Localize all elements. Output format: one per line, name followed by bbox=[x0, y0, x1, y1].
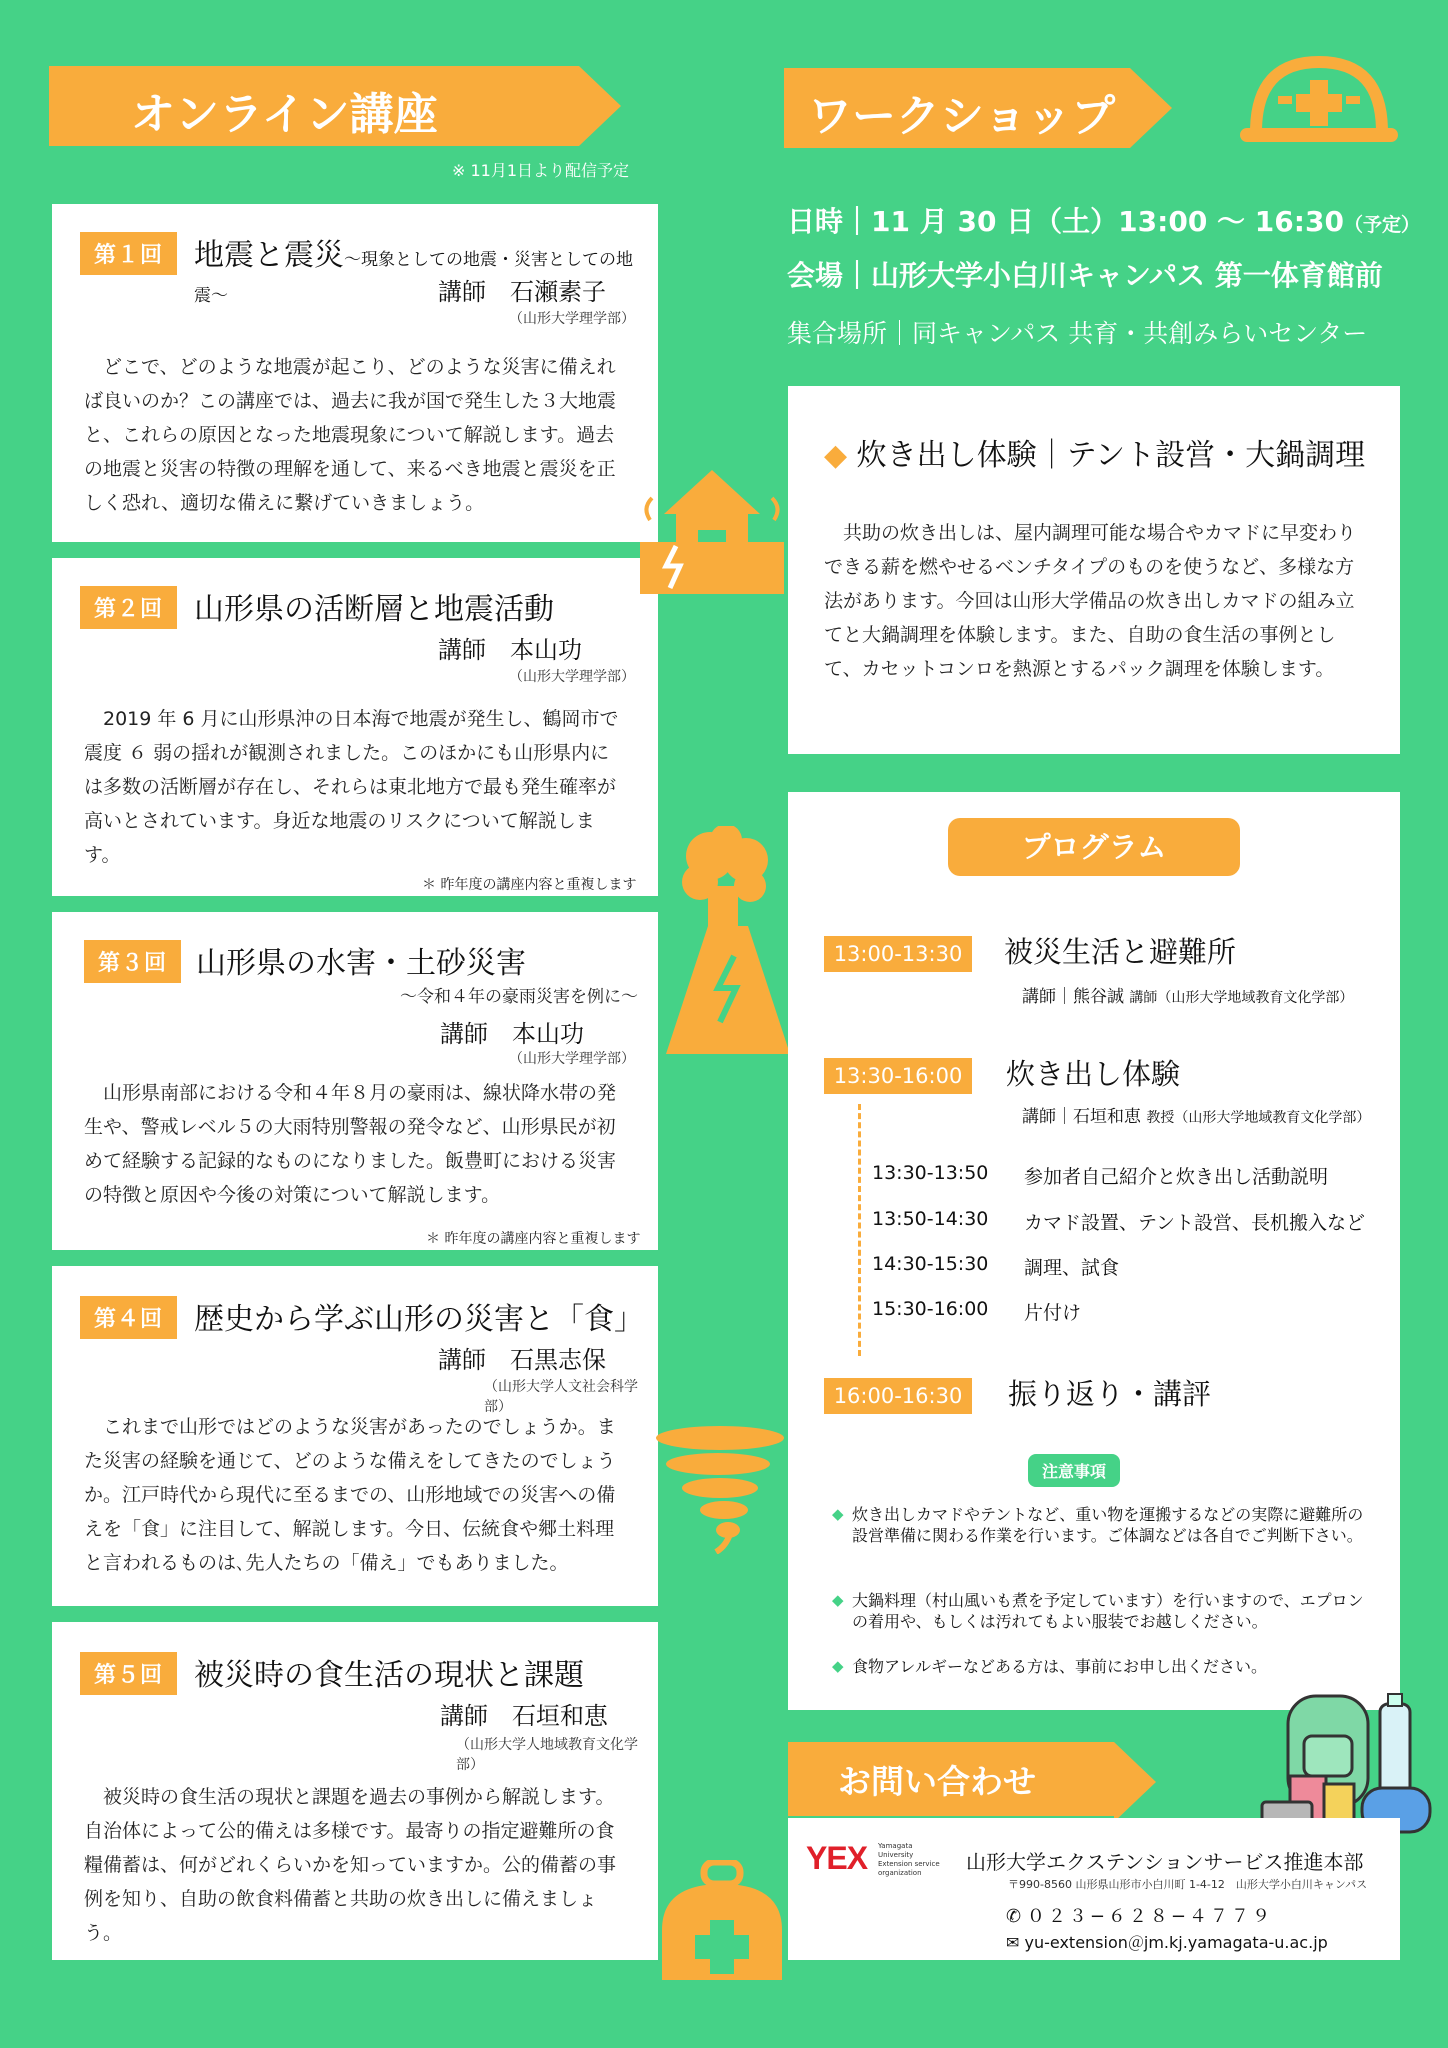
schedule-row: 13:30-13:50 参加者自己紹介と炊き出し活動説明 bbox=[872, 1162, 1329, 1188]
lecture-card-1 bbox=[52, 204, 658, 542]
lecture-number: 第２回 bbox=[80, 586, 177, 629]
volcano-icon bbox=[658, 826, 796, 1056]
lecture-subtitle: 〜令和４年の豪雨災害を例に〜 bbox=[400, 987, 638, 1007]
lecturer: 講師 石黒志保 bbox=[438, 1346, 606, 1374]
workshop-title: ワークショップ bbox=[808, 91, 1116, 142]
schedule-timeline-line bbox=[858, 1104, 861, 1356]
mail-icon: ✉ bbox=[1006, 1933, 1020, 1952]
online-banner bbox=[49, 66, 579, 146]
program-lecturer: 講師｜熊谷誠 講師（山形大学地域教育文化学部） bbox=[1022, 987, 1354, 1007]
lecture-body: 2019 年 6 月に山形県沖の日本海で地震が発生し、鶴岡市で震度 ６ 弱の揺れが観測されました。このほかにも山形県内には多数の活断層が存在し、それらは東北地方で最も発生確率が高いとされています。身近な地震のリスクについて解説します。 bbox=[84, 708, 619, 866]
helmet-icon bbox=[1238, 56, 1400, 146]
workshop-banner bbox=[784, 68, 1130, 148]
lecture-number: 第１回 bbox=[80, 232, 177, 275]
program-lecturer: 講師｜石垣和恵 教授（山形大学地域教育文化学部） bbox=[1022, 1107, 1371, 1127]
affiliation: （山形大学人地域教育文化学部） bbox=[456, 1737, 638, 1773]
program-block-title: 振り返り・講評 bbox=[1008, 1377, 1212, 1411]
contact-address: 〒990-8560 山形県山形市小白川町 1-4-12 山形大学小白川キャンパス bbox=[1008, 1878, 1368, 1891]
lecture-subtitle: 〜現象としての地震・災害としての地震〜 bbox=[194, 250, 633, 306]
contact-title: お問い合わせ bbox=[838, 1762, 1036, 1801]
schedule-row: 14:30-15:30 調理、試食 bbox=[872, 1253, 1120, 1279]
program-block-title: 炊き出し体験 bbox=[1006, 1057, 1181, 1091]
contact-banner bbox=[788, 1742, 1114, 1816]
contact-phone: ✆ ０２３−６２８−４７７９ bbox=[1006, 1906, 1273, 1927]
affiliation: （山形大学理学部） bbox=[509, 1051, 635, 1067]
lecture-body: 被災時の食生活の現状と課題を過去の事例から解説します。自治体によって公的備えは多様です。最寄りの指定避難所の食糧備蓄は、何がどれくらいかを知っていますか。公的備蓄の事例を知り、自助の飲食料備蓄と共助の炊き出しに備えましょう。 bbox=[84, 1786, 617, 1944]
affiliation: （山形大学理学部） bbox=[509, 311, 635, 327]
tornado-icon bbox=[652, 1424, 790, 1554]
lecture-number: 第３回 bbox=[84, 940, 181, 983]
experience-card bbox=[788, 386, 1400, 754]
yex-logo: YEX bbox=[806, 1840, 868, 1876]
caution-item: ◆ 炊き出しカマドやテントなど、重い物を運搬するなどの実際に避難所の設営準備に関わる作業を行います。ご体調などは各自でご判断下さい。 bbox=[832, 1504, 1372, 1546]
phone-icon: ✆ bbox=[1006, 1906, 1022, 1927]
lecture-title: 地震と震災〜現象としての地震・災害としての地震〜 bbox=[194, 238, 633, 306]
lecturer: 講師 本山功 bbox=[438, 636, 582, 664]
lecture-card-2 bbox=[52, 558, 658, 896]
program-block-title: 被災生活と避難所 bbox=[1004, 935, 1237, 969]
workshop-venue: 会場｜山形大学小白川キャンパス 第一体育館前 bbox=[787, 259, 1383, 292]
lecture-title: 歴史から学ぶ山形の災害と「食」 bbox=[194, 1302, 644, 1337]
contact-email[interactable]: ✉ yu-extension＠jm.kj.yamagata-u.ac.jp bbox=[1006, 1933, 1328, 1952]
caution-item: ◆ 大鍋料理（村山風いも煮を予定しています）を行いますので、エプロンの着用や、もしくは汚れてもよい服装でお越しください。 bbox=[832, 1590, 1372, 1632]
lecture-body: 山形県南部における令和４年８月の豪雨は、線状降水帯の発生や、警戒レベル５の大雨特別警報の発令など、山形県民が初めて経験する記録的なものになりました。飯豊町における災害の特徴と原因や今後の対策について解説します。 bbox=[84, 1082, 617, 1206]
lecturer: 講師 石瀬素子 bbox=[438, 278, 606, 306]
online-title: オンライン講座 bbox=[131, 89, 438, 140]
contact-org: 山形大学エクステンションサービス推進本部 bbox=[966, 1850, 1364, 1874]
caution-item: ◆ 食物アレルギーなどある方は、事前にお申し出ください。 bbox=[832, 1656, 1372, 1677]
schedule-row: 15:30-16:00 片付け bbox=[872, 1298, 1082, 1324]
diamond-icon: ◆ bbox=[824, 438, 848, 473]
lecture-body: これまで山形ではどのような災害があったのでしょうか。また災害の経験を通じて、どのような備えをしてきたのでしょうか。江戸時代から現代に至るまでの、山形地域での災害への備えを「食」に注目して、解説します。今日、伝統食や郷土料理と言われるものは､先人たちの「備え」でもありました。 bbox=[84, 1416, 616, 1574]
lecturer: 講師 本山功 bbox=[440, 1020, 584, 1048]
lecture-number: 第４回 bbox=[80, 1296, 177, 1339]
experience-title: ◆ 炊き出し体験｜テント設営・大鍋調理 bbox=[824, 438, 1366, 473]
program-heading: プログラム bbox=[948, 818, 1240, 876]
lecture-title: 山形県の水害・土砂災害 bbox=[196, 946, 526, 981]
affiliation: （山形大学理学部） bbox=[509, 669, 635, 685]
schedule-row: 13:50-14:30 カマド設置、テント設営、長机搬入など bbox=[872, 1208, 1366, 1234]
affiliation: （山形大学人文社会科学部） bbox=[484, 1379, 638, 1415]
time-badge: 13:30-16:00 bbox=[824, 1058, 972, 1094]
workshop-meeting-place: 集合場所｜同キャンパス 共育・共創みらいセンター bbox=[787, 319, 1368, 348]
repeat-note: ＊ 昨年度の講座内容と重複します bbox=[426, 1231, 641, 1247]
first-aid-bag-icon bbox=[652, 1860, 792, 1980]
lecturer: 講師 石垣和恵 bbox=[440, 1702, 608, 1730]
yex-logo-caption: Yamagata University Extension service organization bbox=[878, 1842, 940, 1877]
time-badge: 16:00-16:30 bbox=[824, 1378, 972, 1414]
earthquake-house-icon bbox=[636, 462, 788, 596]
lecture-number: 第５回 bbox=[80, 1652, 177, 1695]
lecture-title: 被災時の食生活の現状と課題 bbox=[194, 1658, 584, 1693]
time-badge: 13:00-13:30 bbox=[824, 936, 972, 972]
lecture-body: どこで、どのような地震が起こり、どのような災害に備えれば良いのか？この講座では、過去に我が国で発生した３大地震と、これらの原因となった地震現象について解説します。過去の地震と災害の特徴の理解を通して、来るべき地震と震災を正しく恐れ、適切な備えに繋げていきましょう。 bbox=[84, 356, 617, 514]
lecture-title: 山形県の活断層と地震活動 bbox=[194, 592, 554, 627]
contact-card bbox=[788, 1818, 1400, 1960]
caution-label: 注意事項 bbox=[1028, 1454, 1120, 1487]
lecture-card-3 bbox=[52, 912, 658, 1250]
lecture-card-5 bbox=[52, 1622, 658, 1960]
lecture-card-4 bbox=[52, 1266, 658, 1606]
program-card bbox=[788, 792, 1400, 1710]
workshop-datetime: 日時｜11 月 30 日（土）13:00 〜 16:30（予定） bbox=[787, 205, 1420, 238]
repeat-note: ＊ 昨年度の講座内容と重複します bbox=[422, 877, 637, 893]
delivery-note: ※ 11月1日より配信予定 bbox=[452, 161, 630, 180]
experience-body: 共助の炊き出しは、屋内調理可能な場合やカマドに早変わりできる薪を燃やせるベンチタイプのものを使うなど、多様な方法があります。今回は山形大学備品の炊き出しカマドの組み立てと大鍋調理を体験します。また、自助の食生活の事例として、カセットコンロを熱源とするパック調理を体験します。 bbox=[824, 522, 1357, 680]
